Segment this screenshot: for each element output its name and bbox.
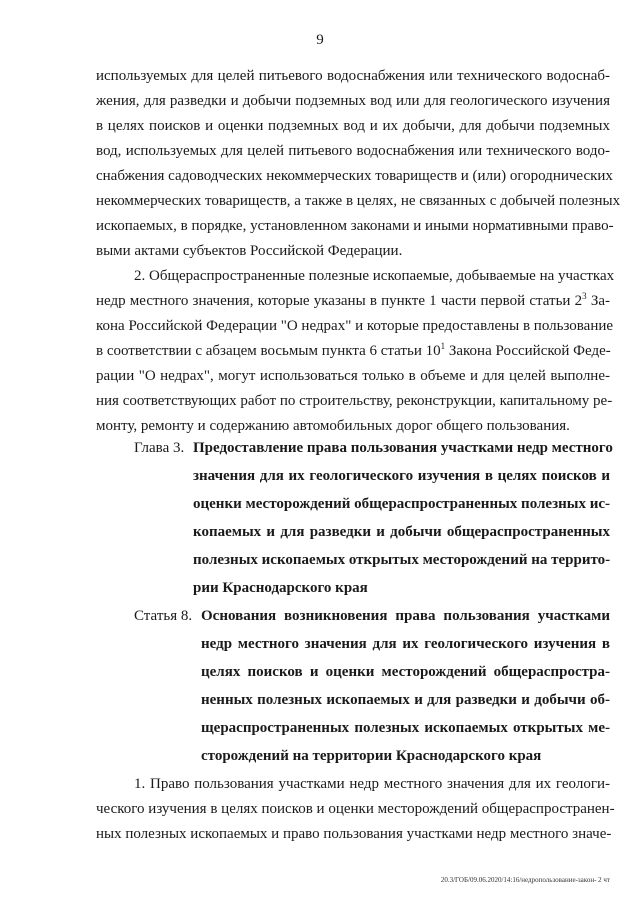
- page-number: 9: [316, 32, 324, 48]
- text-line: вод, используемых для целей питьевого водоснабжения или технического водо-: [96, 143, 610, 159]
- heading-line: ненных полезных ископаемых и для разведки и добычи об-: [201, 692, 610, 708]
- text-line: ческого изучения в целях поисков и оценки месторождений общераспространен-: [96, 801, 615, 817]
- article-heading: [0, 602, 640, 772]
- text-line: жения, для разведки и добычи подземных вод или для геологического изучения: [96, 93, 610, 109]
- text-line: ископаемых, в порядке, установленном законами и иными нормативными право-: [96, 218, 614, 234]
- chapter-label: Глава 3.: [134, 440, 185, 456]
- text-line: в соответствии с абзацем восьмым пункта 6 статьи $10^1$ Закона Российской Феде-: [96, 341, 611, 359]
- heading-line: полезных ископаемых открытых месторождений на террито-: [193, 552, 611, 568]
- text-line: выми актами субъектов Российской Федерации.: [96, 243, 403, 259]
- article-title: [201, 602, 610, 770]
- text-line: снабжения садоводческих некоммерческих товариществ и (или) огороднических: [96, 168, 613, 184]
- heading-line: целях поисков и оценки месторождений общераспростра-: [201, 664, 610, 680]
- paragraph-continuation: [96, 64, 621, 264]
- heading-line: значения для их геологического изучения в целях поисков и: [193, 468, 610, 484]
- paragraph-3: [96, 772, 615, 847]
- text-line: в целях поисков и оценки подземных вод и их добычи, для добычи подземных: [96, 118, 610, 134]
- text-line: рации "О недрах", могут использоваться только в объеме и для целей выполне-: [96, 368, 610, 384]
- paragraph-2: [96, 264, 615, 439]
- text-line: ния соответствующих работ по строительству, реконструкции, капитальному ре-: [96, 393, 613, 409]
- article-label: Статья 8.: [134, 608, 193, 624]
- heading-line: Предоставление права пользования участками недр местного: [193, 440, 613, 456]
- heading-line: сторождений на территории Краснодарского края: [201, 748, 542, 764]
- chapter-title: [193, 434, 613, 602]
- heading-line: оценки месторождений общераспространенных полезных ис-: [193, 496, 610, 512]
- text-line: 1. Право пользования участками недр местного значения для их геологи-: [134, 776, 610, 792]
- text-line: используемых для целей питьевого водоснабжения или технического водоснаб-: [96, 68, 610, 84]
- text-line: недр местного значения, которые указаны в пункте 1 части первой статьи $2^3$ За-: [96, 291, 610, 309]
- text-line: монту, ремонту и содержанию автомобильных дорог общего пользования.: [96, 418, 570, 434]
- superscript: 3: [582, 291, 587, 301]
- heading-line: копаемых и для разведки и добычи общераспространенных: [193, 524, 610, 540]
- chapter-heading: [0, 434, 640, 604]
- superscript: 1: [440, 341, 446, 351]
- heading-line: щераспространенных полезных ископаемых открытых ме-: [201, 720, 610, 736]
- footer-stamp: 20.3/ГОБ/09.06.2020/14:16/недропользование-закон- 2 чт: [440, 876, 610, 884]
- heading-line: рии Краснодарского края: [193, 580, 368, 596]
- heading-line: Основания возникновения права пользования участками: [201, 608, 610, 624]
- heading-line: недр местного значения для их геологического изучения в: [201, 636, 610, 652]
- text-line: ных полезных ископаемых и право пользования участками недр местного значе-: [96, 826, 612, 842]
- text-line: некоммерческих товариществ, а также в целях, не связанных с добычей полезных: [96, 193, 621, 209]
- text-line: 2. Общераспространенные полезные ископаемые, добываемые на участках: [134, 268, 615, 284]
- text-line: кона Российской Федерации "О недрах" и которые предоставлены в пользование: [96, 318, 614, 334]
